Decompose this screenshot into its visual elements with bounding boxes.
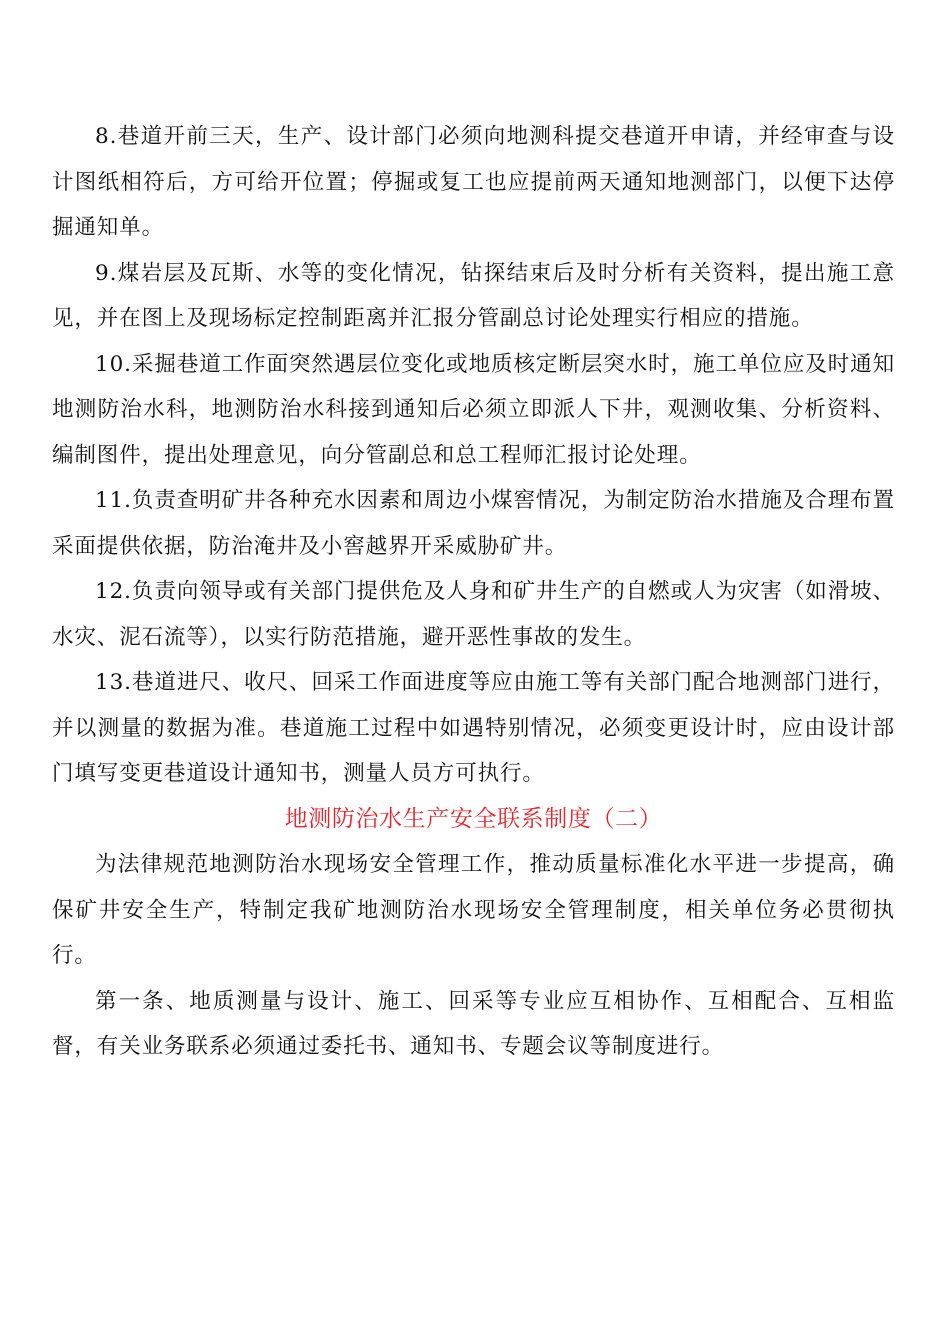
paragraph-item-13: 13.巷道进尺、收尺、回采工作面进度等应由施工等有关部门配合地测部门进行，并以测量的数据为准。巷道施工过程中如遇特别情况，必须变更设计时，应由设计部门填写变更巷道设计通知书，测量人员方可执行。 (52, 670, 895, 786)
paragraph-intro: 为法律规范地测防治水现场安全管理工作，推动质量标准化水平进一步提高，确保矿井安全生产，特制定我矿地测防治水现场安全管理制度，相关单位务必贯彻执行。 (52, 852, 895, 968)
paragraph-item-8: 8.巷道开前三天，生产、设计部门必须向地测科提交巷道开申请，并经审查与设计图纸相符后，方可给开位置；停掘或复工也应提前两天通知地测部门，以便下达停掘通知单。 (52, 124, 895, 240)
paragraph-article-1: 第一条、地质测量与设计、施工、回采等专业应互相协作、互相配合、互相监督，有关业务联系必须通过委托书、通知书、专题会议等制度进行。 (52, 988, 895, 1059)
section-title: 地测防治水生产安全联系制度（二） (284, 805, 663, 832)
paragraph-item-11: 11.负责查明矿井各种充水因素和周边小煤窖情况，为制定防治水措施及合理布置采面提供依据，防治淹井及小窖越界开采威胁矿井。 (52, 488, 895, 559)
document-body (52, 114, 895, 1070)
paragraph-item-12: 12.负责向领导或有关部门提供危及人身和矿井生产的自燃或人为灾害（如滑坡、水灾、泥石流等），以实行防范措施，避开恶性事故的发生。 (52, 579, 895, 650)
paragraph-item-10: 10.采掘巷道工作面突然遇层位变化或地质核定断层突水时，施工单位应及时通知地测防治水科，地测防治水科接到通知后必须立即派人下井，观测收集、分析资料、编制图件，提出处理意见，向分管副总和总工程师汇报讨论处理。 (52, 351, 895, 468)
paragraph-item-9: 9.煤岩层及瓦斯、水等的变化情况，钻探结束后及时分析有关资料，提出施工意见，并在图上及现场标定控制距离并汇报分管副总讨论处理实行相应的措施。 (52, 260, 895, 331)
